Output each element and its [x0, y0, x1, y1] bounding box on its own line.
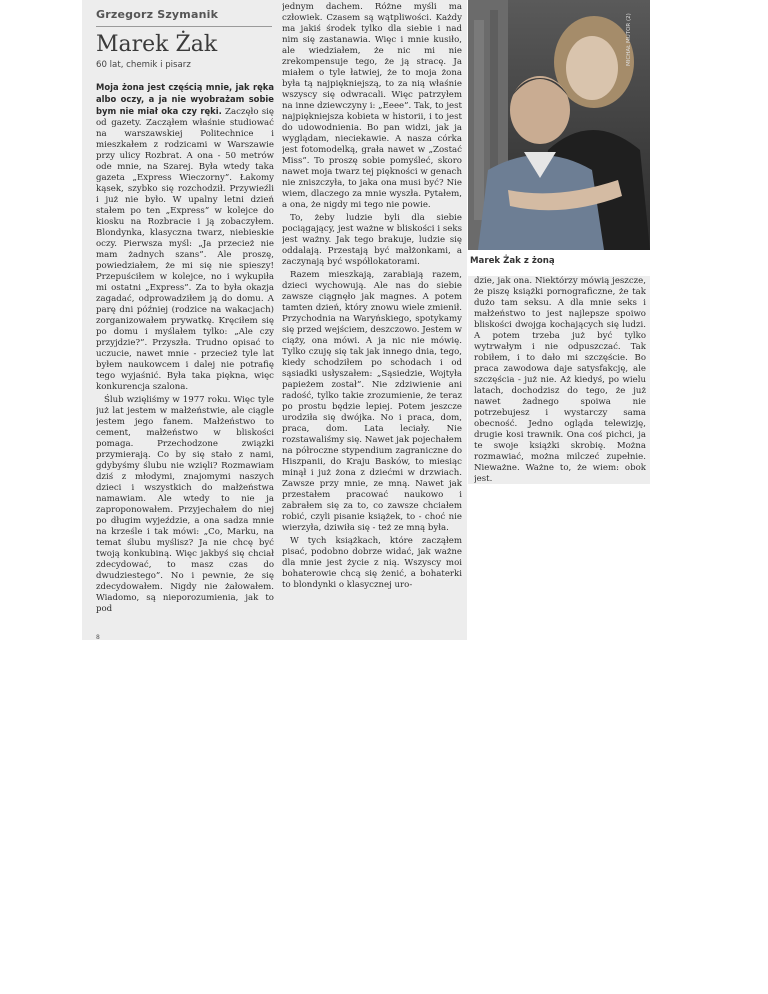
- text-column-1: [96, 82, 274, 642]
- paragraph: To, żeby ludzie byli dla siebie pociągający, jest ważne w bliskości i seks jest ważny. Jak tego brakuje, ludzie się oddalają. Przestają być małżonkami, a zaczynają być współlokatorami.: [282, 213, 462, 267]
- paragraph: jednym dachem. Różne myśli ma człowiek. Czasem są wątpliwości. Każdy ma jakiś środek tylko dla siebie i nad nim się zastanawia. Więc i mnie kusiło, ale wiedziałem, że nic mi nie zrekompensuje tego, że ją stracę. Ja miałem o tyle łatwiej, że to moja żona była tą najpiękniejszą, to za nią właśnie wszyscy się odwracali. Więc patrzyłem na inne dziewczyny i: „Eeee”. Tak, to jest najpiękniejsza kobieta w historii, i to jest do udowodnienia. Bo pan widzi, jak ja wyglądam, nieciekawie. A nasza córka jest fotomodelką, grała nawet w „Zostać Miss”. To proszę sobie pomyśleć, skoro nawet moja twarz tej piękności w genach nie zniszczyła, to jaka ona musi być? Nie wiem, dlaczego za mnie wyszła. Pytałem, a ona, że nigdy mi tego nie powie.: [282, 2, 462, 210]
- article-headline: Marek Żak: [96, 32, 218, 57]
- text-column-3: [474, 276, 646, 484]
- lead-text: Moja żona jest częścią mnie, jak ręka albo oczy, a ja nie wyobrażam sobie bym nie miał oka czy ręki.: [96, 82, 274, 116]
- photo-caption: Marek Żak z żoną: [470, 256, 555, 266]
- paragraph: dzie, jak ona. Niektórzy mówią jeszcze, że piszę książki pornograficzne, że tak dużo tam seksu. A dla mnie seks i małżeństwo to jest najlepsze spoiwo bliskości dwojga kochających się ludzi. A potem trzeba już być tylko wytrwałym i nie odpuszczać. Tak robiłem, i to dało mi szczęście. Bo praca zawodowa daje satysfakcję, ale szczęścia - już nie. Aż kiedyś, po wielu latach, dochodzisz do tego, że już nawet żadnego spoiwa nie potrzebujesz i wystarczy sama obecność. Jedno ogląda telewizję, drugie kosi trawnik. Ona coś pichci, ja te swoje książki skrobię. Można rozmawiać, można milczeć zupełnie. Nieważne. Ważne to, że wiem: obok jest.: [474, 276, 646, 484]
- paragraph: [96, 82, 274, 393]
- paragraph: W tych książkach, które zacząłem pisać, podobno dobrze widać, jak ważne dla mnie jest życie z nią. Wszyscy moi bohaterowie chcą się żenić, a bohaterki to blondynki o klasycznej uro-: [282, 536, 462, 590]
- text-column-2: [282, 2, 462, 642]
- author-name: Grzegorz Szymanik: [96, 8, 219, 21]
- author-divider: [96, 26, 272, 27]
- couple-photo: [468, 0, 650, 250]
- article-subline: 60 lat, chemik i pisarz: [96, 60, 191, 70]
- page-number: 8: [96, 634, 100, 641]
- paragraph: Razem mieszkają, zarabiają razem, dzieci wychowują. Ale nas do siebie zawsze ciągnęło jak magnes. A potem tamten dzień, który znowu wiele zmienił. Przychodnia na Waryńskiego, spotykamy się przed wejściem, deszczowo. Jestem w ciąży, ona mówi. A ja nic nie mówię. Tylko czuję się tak jak innego dnia, tego, kiedy schodziłem po schodach i od sąsiadki usłyszałem: „Sąsiedzie, Wojtyła papieżem został”. Nie zdziwienie ani radość, tylko takie zrozumienie, że teraz po prostu będzie lepiej. Potem jeszcze urodziła się dwójka. No i praca, dom, praca, dom. Lata leciały. Nie rozstawaliśmy się. Nawet jak pojechałem na półroczne stypendium zagraniczne do Hiszpanii, do Kraju Basków, to miesiąc minął i już żona z dziećmi w drzwiach. Zawsze przy mnie, ze mną. Nawet jak przestałem pracować naukowo i zabrałem się za to, co zawsze chciałem robić, czyli pisanie książek, to - choć nie wierzyła, dziwiła się - też ze mną była.: [282, 270, 462, 533]
- paragraph: Ślub wzięliśmy w 1977 roku. Więc tyle już lat jestem w małżeństwie, ale ciągle jestem jego fanem. Małżeństwo to cement, małżeństwo w bliskości pomaga. Przechodzone związki przymierają. Co by się stało z nami, gdybyśmy ślubu nie wzięli? Rozmawiam dziś z młodymi, znajomymi naszych dzieci i wszystkich do małżeństwa namawiam. Ale wtedy to nie ja zaproponowałem. Przyjechałem do niej po długim wyjeździe, a ona sadza mnie na krześle i tak mówi: „Co, Marku, na temat ślubu myślisz? Ja nie chcę być twoją konkubiną. Więc jakbyś się chciał zdecydować, to masz czas do dwudziestego”. No i pewnie, że się zdecydowałem. Nigdy nie żałowałem. Wiadomo, są nieporozumienia, jak to pod: [96, 395, 274, 614]
- photo-credit: MICHAŁ MUTOR (2): [626, 13, 632, 66]
- paragraph-text: Zaczęło się od gazety. Zacząłem właśnie studiować na warszawskiej Politechnice i mieszkałem z rodzicami w Warszawie przy ulicy Rozbrat. A ona - 50 metrów ode mnie, na Szarej. Była wtedy taka gazeta „Express Wieczorny”. Łakomy kąsek, szybko się rozchodził. Przywieźli i już nie było. W upalny letni dzień stałem po ten „Express” w kolejce do kiosku na Rozbracie i ją zobaczyłem. Blondynka, klasyczna twarz, niebieskie oczy. Pierwsza myśl: „Ja przecież nie mam żadnych szans”. Ale proszę, powiedziałem, że mi się nie spieszy! Przepuściłem w kolejce, no i wykupiła mi ostatni „Express”. Za to była okazja zagadać, odprowadziłem ją do domu. A parę dni później (rodzice na wakacjach) zorganizowałem prywatkę. Kręciłem się po domu i myślałem tylko: „Ale czy przyjdzie?”. Przyszła. Trudno opisać to uczucie, nawet mnie - przecież tyle lat byłem naukowcem i dalej nie potrafię tego wyjaśnić. Była taka piękna, więc konkurencja szalona.: [96, 107, 274, 392]
